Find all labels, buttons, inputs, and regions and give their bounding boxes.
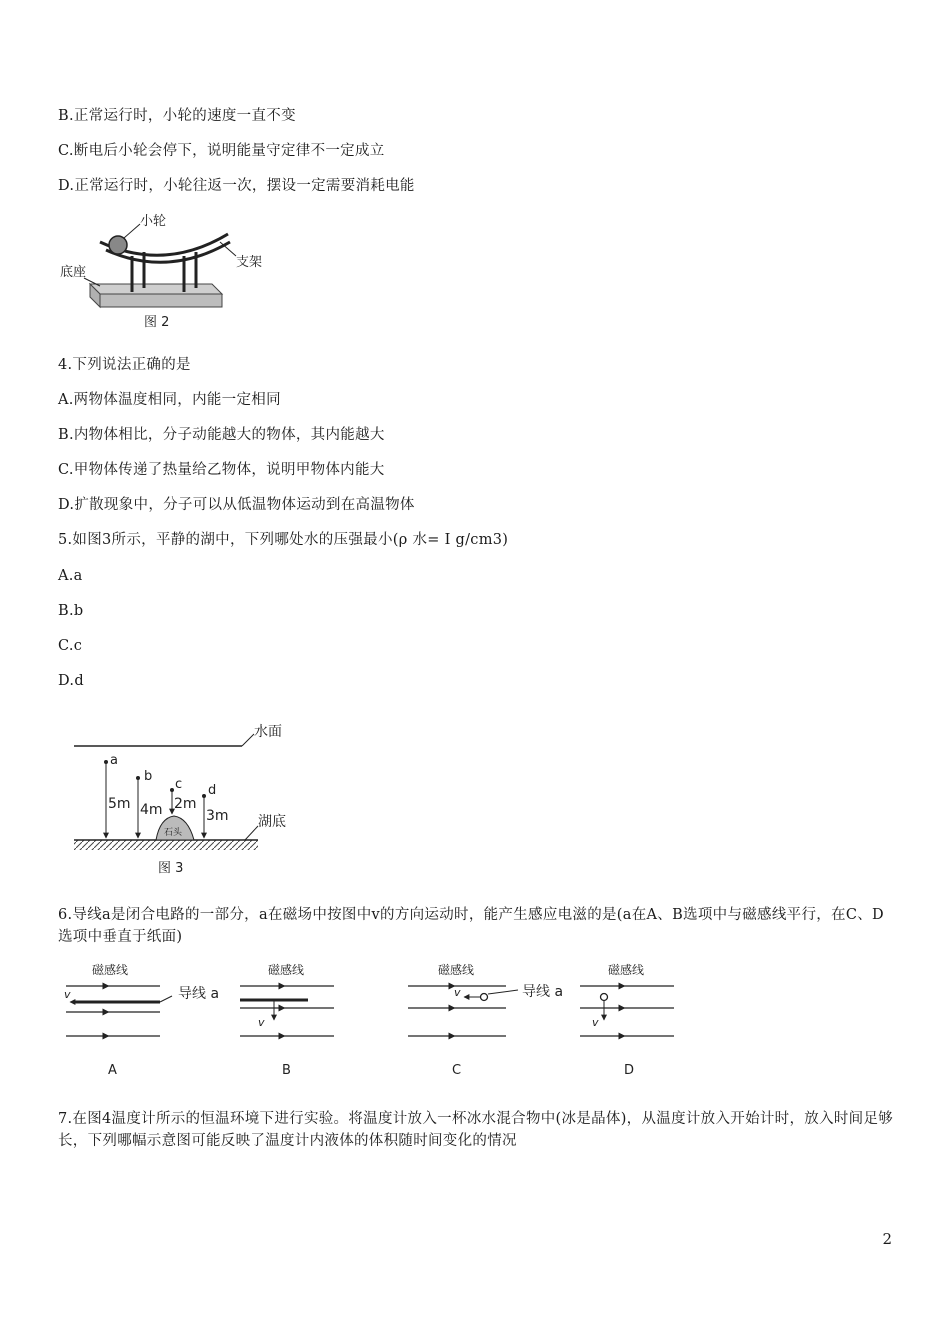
fig3-caption: 图 3 (158, 861, 184, 876)
fig3-label-bottom: 湖底 (258, 814, 286, 830)
q6-b-v: v (258, 1016, 265, 1029)
page-number: 2 (882, 1230, 892, 1248)
q5-option-a: A.a (58, 568, 83, 584)
fig3-depth-c: 2m (174, 796, 197, 812)
figure-3 (70, 716, 310, 880)
q5-option-d: D.d (58, 673, 84, 689)
fig3-label-c: c (175, 777, 183, 792)
figure-q6 (60, 960, 710, 1084)
fig3-label-d: d (208, 783, 217, 798)
q6-stem: 6.导线a是闭合电路的一部分，a在磁场中按图中v的方向运动时，能产生感应电滋的是(a在A、B选项中与磁感线平行，在C、D选项中垂直于纸面) (58, 907, 884, 945)
q5-option-b: B.b (58, 603, 84, 619)
q5-option-c: C.c (58, 638, 83, 654)
q6-option-d: D (624, 1063, 635, 1078)
fig2-wheel (109, 236, 127, 254)
q4-option-a: A.两物体温度相同，内能一定相同 (58, 392, 281, 408)
q4-stem: 4.下列说法正确的是 (58, 357, 191, 373)
q6-c-field-label: 磁感线 (438, 963, 475, 977)
q7-stem: 7.在图4温度计所示的恒温环境下进行实验。将温度计放入一杯冰水混合物中(冰是晶体)，从温度计放入开始计时，放入时间足够长，下列哪幅示意图可能反映了温度计内液体的体积随时间变化的情况 (58, 1111, 894, 1149)
fig3-depth-a: 5m (108, 796, 131, 812)
fig3-lake-bottom (74, 840, 258, 850)
fig3-depth-b: 4m (140, 802, 163, 818)
q6-b-field-label: 磁感线 (268, 963, 305, 977)
q3-option-c: C.断电后小轮会停下，说明能量守定律不一定成立 (58, 143, 385, 159)
q6-option-a: A (108, 1063, 117, 1078)
q4-option-d: D.扩散现象中，分子可以从低温物体运动到在高温物体 (58, 497, 415, 513)
fig2-caption: 图 2 (144, 315, 170, 330)
q4-option-b: B.内物体相比，分子动能越大的物体，其内能越大 (58, 427, 385, 443)
fig3-label-rock: 石头 (164, 828, 183, 838)
fig3-label-b: b (144, 769, 153, 784)
q3-option-b: B.正常运行时，小轮的速度一直不变 (58, 108, 296, 124)
q6-a-v: v (64, 988, 71, 1001)
q4-option-c: C.甲物体传递了热量给乙物体，说明甲物体内能大 (58, 462, 385, 478)
q3-option-d: D.正常运行时，小轮往返一次，摆设一定需要消耗电能 (58, 178, 415, 194)
q6-a-field-label: 磁感线 (92, 963, 129, 977)
fig3-label-surface: 水面 (254, 724, 282, 740)
fig2-label-wheel: 小轮 (140, 214, 167, 229)
q6-d-wire (601, 994, 608, 1001)
q6-c-v: v (454, 986, 461, 999)
q6-d-v: v (592, 1016, 599, 1029)
figure-2 (60, 212, 290, 334)
fig2-label-stand: 支架 (236, 255, 263, 270)
q6-option-b: B (282, 1063, 291, 1078)
q6-d-field-label: 磁感线 (608, 963, 645, 977)
fig3-label-a: a (110, 753, 118, 768)
fig3-depth-d: 3m (206, 808, 229, 824)
q5-stem: 5.如图3所示，平静的湖中，下列哪处水的压强最小(ρ 水= I g/cm3) (58, 532, 509, 548)
fig2-base-block (90, 284, 222, 294)
q6-c-wire (481, 994, 488, 1001)
q6-wire-label-left: 导线 a (178, 986, 220, 1002)
fig2-label-base: 底座 (60, 265, 87, 280)
q6-option-c: C (452, 1063, 462, 1078)
q6-wire-label-right: 导线 a (522, 984, 564, 1000)
